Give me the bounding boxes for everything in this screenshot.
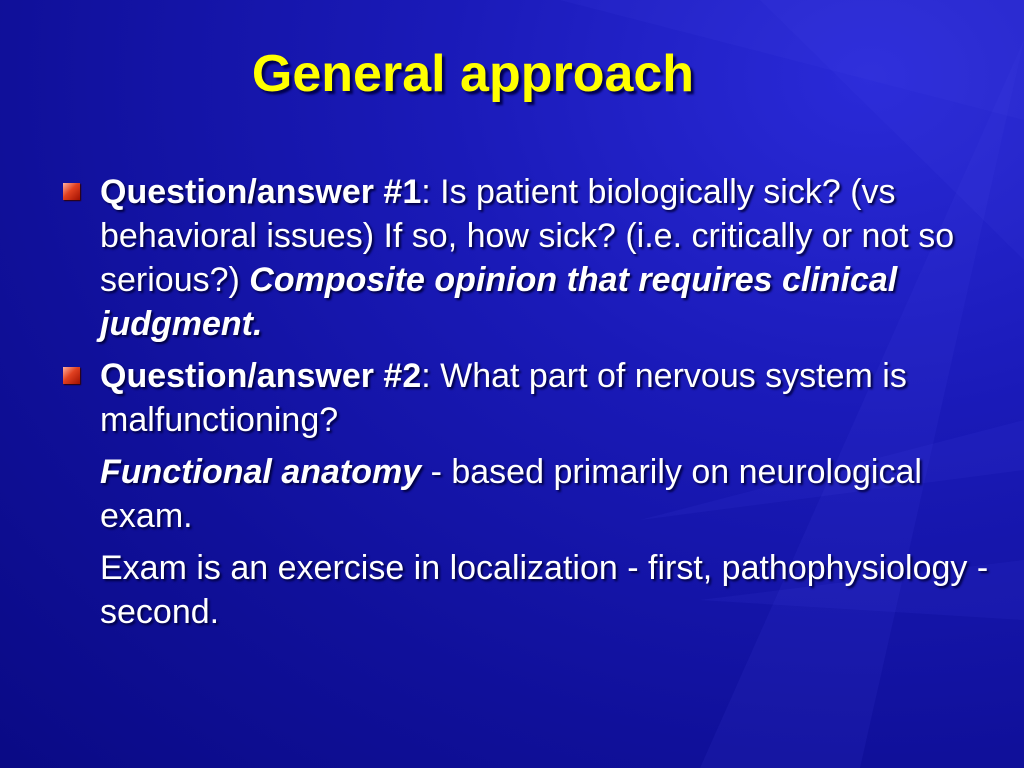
bullet-square-icon bbox=[63, 183, 80, 200]
bullet-lead: Question/answer #2 bbox=[100, 357, 422, 395]
sub-text: Exam is an exercise in localization - first, pathophysiology - second. bbox=[100, 549, 989, 631]
sub-emphasis: Functional anatomy bbox=[100, 453, 422, 491]
bullet-item-1 bbox=[100, 170, 990, 346]
sub-text: - based primarily on neurological exam. bbox=[100, 453, 922, 535]
bullet-text: : What part of nervous system is malfunctioning? bbox=[100, 357, 907, 439]
bullet-text: : Is patient biologically sick? (vs behavioral issues) If so, how sick? (i.e. critically or not so serious?) bbox=[100, 173, 955, 299]
bullet-square-icon bbox=[63, 367, 80, 384]
slide-content bbox=[100, 170, 990, 642]
slide-title: General approach bbox=[251, 45, 695, 103]
bullet-emphasis: Composite opinion that requires clinical judgment. bbox=[100, 261, 898, 343]
sub-paragraph-1 bbox=[100, 450, 990, 538]
bullet-lead: Question/answer #1 bbox=[100, 173, 422, 211]
bullet-item-2 bbox=[100, 354, 990, 442]
sub-paragraph-2 bbox=[100, 546, 990, 634]
